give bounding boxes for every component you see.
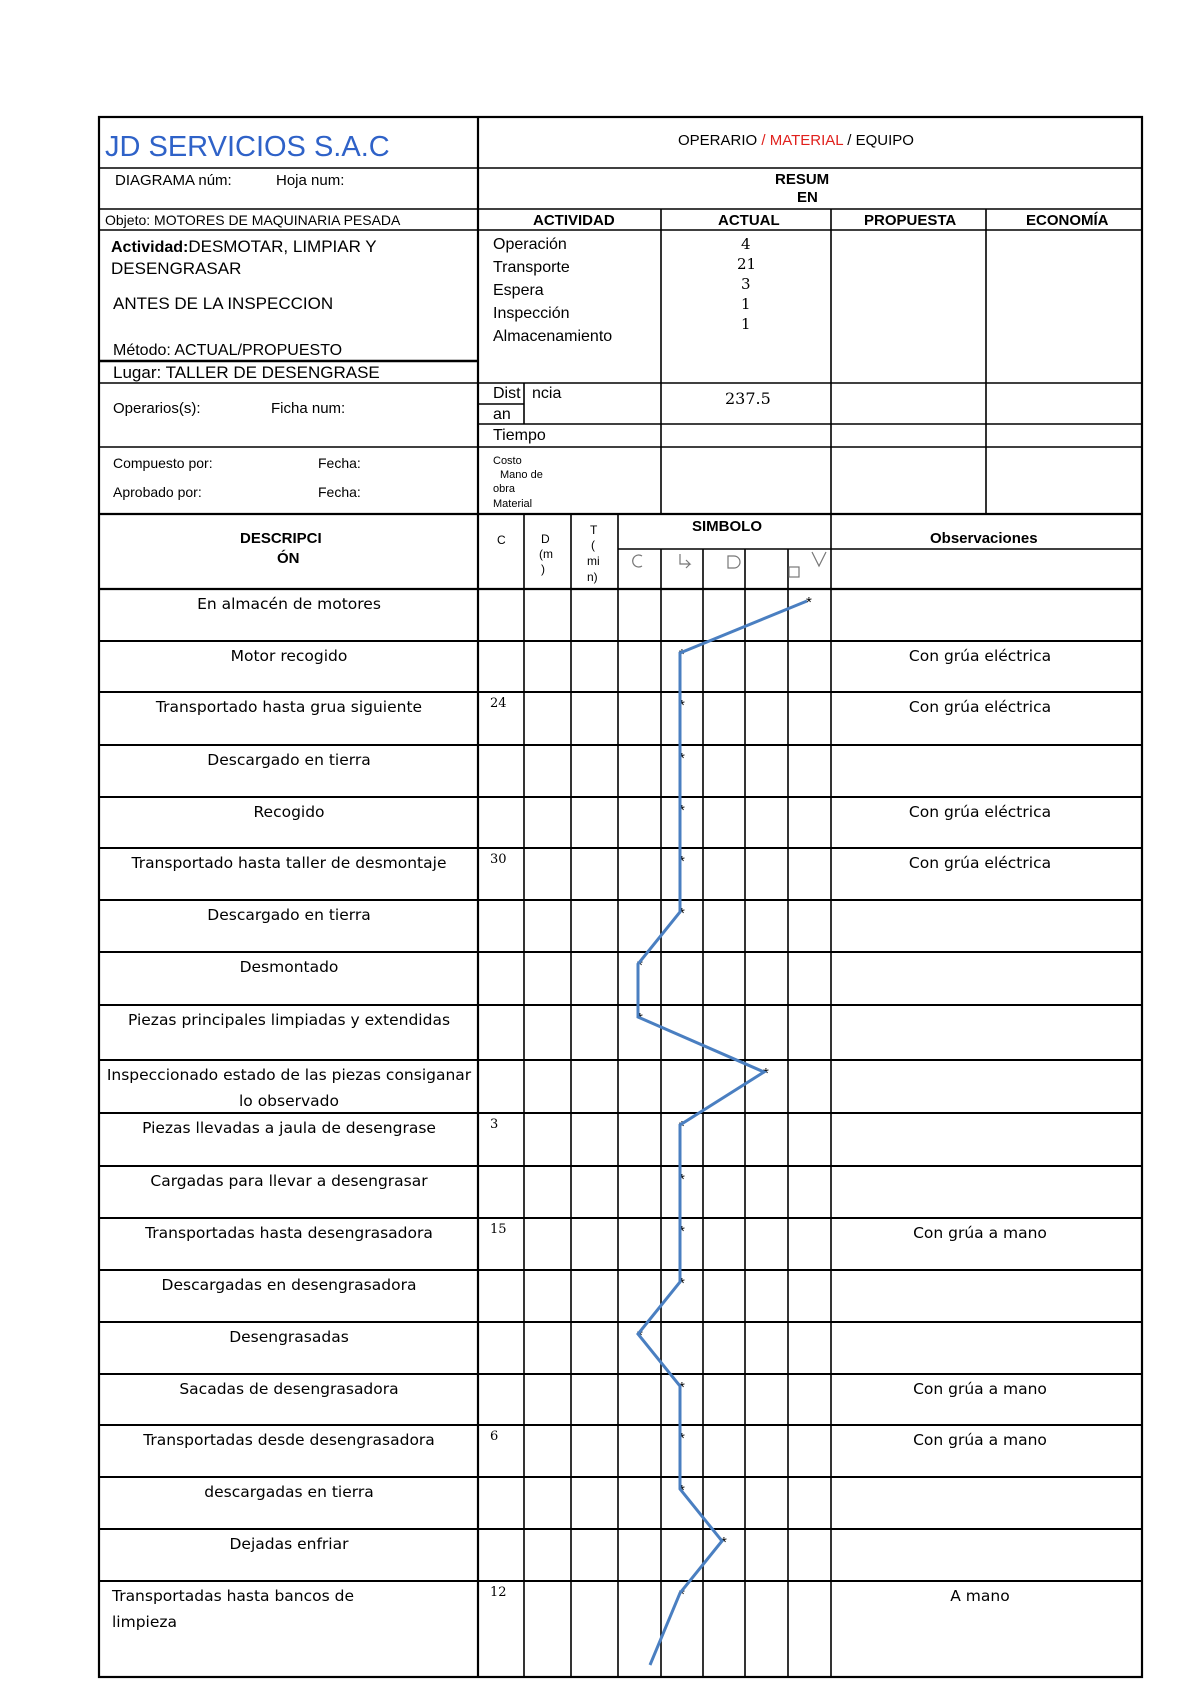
summary-col-actual: ACTUAL: [718, 212, 780, 229]
symbol-marker: *: [806, 594, 812, 611]
symbol-marker: *: [679, 750, 685, 767]
operarios-label: Operarios(s):: [113, 400, 201, 417]
mano-de-label: Mano de: [500, 469, 543, 481]
fecha-1: Fecha:: [318, 455, 361, 471]
symbol-marker: *: [679, 1275, 685, 1292]
antes-inspeccion: ANTES DE LA INSPECCION: [113, 294, 334, 313]
d-header-2: (m: [539, 547, 553, 561]
activity-actual: 1: [741, 295, 751, 313]
simbolo-header: SIMBOLO: [692, 518, 762, 535]
diagrama-label: DIAGRAMA núm:: [115, 172, 232, 189]
d-header-1: D: [541, 532, 550, 546]
row-distance: 3: [490, 1117, 499, 1132]
summary-col-propuesta: PROPUESTA: [864, 212, 957, 229]
row-description: Piezas llevadas a jaula de desengrase: [142, 1119, 436, 1137]
symbol-marker: *: [679, 1118, 685, 1135]
inspection-square-icon: [789, 567, 799, 577]
symbol-marker: *: [679, 802, 685, 819]
resumen-line2: EN: [797, 189, 818, 206]
row-description: En almacén de motores: [197, 595, 381, 613]
t-header-3: mi: [587, 554, 600, 568]
descripcion-header-2: ÓN: [277, 550, 300, 567]
actividad-label: Actividad:: [111, 239, 189, 256]
row-description: Transportadas hasta bancos de limpieza: [112, 1587, 355, 1631]
transport-arrow-icon: [680, 554, 690, 568]
ficha-label: Ficha num:: [271, 400, 346, 417]
row-description: descargadas en tierra: [204, 1483, 374, 1501]
symbol-marker: *: [679, 646, 685, 663]
row-description: Motor recogido: [230, 647, 348, 665]
distancia-part2: ncia: [532, 385, 562, 402]
row-distance: 24: [490, 696, 507, 711]
operario-label: OPERARIO: [678, 132, 758, 149]
observaciones-header: Observaciones: [930, 530, 1038, 547]
symbol-marker: *: [679, 697, 685, 714]
summary-col-economia: ECONOMÍA: [1026, 212, 1109, 229]
summary-col-actividad: ACTIVIDAD: [533, 212, 615, 229]
descripcion-header-1: DESCRIPCI: [240, 530, 322, 547]
row-distance: 30: [490, 852, 507, 867]
t-header-4: n): [587, 570, 598, 584]
hoja-label: Hoja num:: [276, 172, 345, 189]
operario-material-equipo: [678, 132, 914, 149]
activity-actual: 1: [741, 315, 751, 333]
slash-2: /: [843, 132, 856, 149]
fecha-2: Fecha:: [318, 484, 361, 500]
row-description: Transportado hasta grua siguiente: [155, 698, 423, 716]
row-observation: Con grúa a mano: [913, 1380, 1047, 1398]
c-header: C: [497, 533, 506, 547]
slash-1: /: [757, 132, 770, 149]
row-observation: Con grúa a mano: [913, 1224, 1047, 1242]
symbol-marker: *: [637, 957, 643, 974]
symbol-marker: *: [721, 1534, 727, 1551]
compuesto-label: Compuesto por:: [113, 455, 213, 471]
symbol-marker: *: [679, 1171, 685, 1188]
symbol-marker: *: [679, 905, 685, 922]
activity-label: Espera: [493, 282, 544, 299]
row-observation: Con grúa eléctrica: [908, 854, 1052, 872]
activity-actual: 4: [741, 235, 751, 253]
row-description: Dejadas enfriar: [229, 1535, 349, 1553]
row-description: Descargado en tierra: [207, 751, 371, 769]
row-distance: 6: [490, 1429, 499, 1444]
objeto-value: MOTORES DE MAQUINARIA PESADA: [154, 212, 401, 228]
row-description: Transportadas desde desengrasadora: [143, 1431, 435, 1449]
row-description: Cargadas para llevar a desengrasar: [150, 1172, 428, 1190]
distancia-part3: an: [493, 406, 511, 423]
row-observation: Con grúa eléctrica: [908, 647, 1052, 665]
row-description: Desengrasadas: [229, 1328, 349, 1346]
operation-circle-icon: [633, 555, 642, 567]
distancia-value: 237.5: [725, 389, 771, 408]
objeto-label: Objeto:: [105, 212, 151, 228]
symbol-marker: *: [763, 1065, 769, 1082]
activity-label: Almacenamiento: [493, 328, 613, 345]
costo-label: Costo: [493, 455, 522, 467]
activity-label: Inspección: [493, 305, 570, 322]
material-label: MATERIAL: [769, 132, 844, 149]
row-description: Inspeccionado estado de las piezas consiganar lo observado: [106, 1066, 472, 1110]
storage-triangle-icon: [812, 552, 826, 566]
row-description: Descargado en tierra: [207, 906, 371, 924]
objeto-row: [105, 212, 400, 229]
activity-label: Operación: [493, 236, 567, 253]
actividad-value: DESMOTAR, LIMPIAR Y: [188, 237, 377, 256]
row-description: Sacadas de desengrasadora: [179, 1380, 399, 1398]
equipo-label: EQUIPO: [855, 132, 914, 149]
material-cost-label: Material: [493, 498, 533, 510]
activity-label: Transporte: [493, 259, 570, 276]
actividad-line1: [111, 237, 377, 258]
tiempo-label: Tiempo: [493, 427, 546, 444]
activity-actual: 21: [737, 255, 757, 273]
row-description: Transportadas hasta desengrasadora: [145, 1224, 433, 1242]
lugar: Lugar: TALLER DE DESENGRASE: [113, 363, 380, 382]
symbol-marker: *: [679, 853, 685, 870]
symbol-marker: *: [637, 1327, 643, 1344]
row-distance: 15: [490, 1222, 507, 1237]
row-observation: Con grúa eléctrica: [908, 803, 1052, 821]
row-description: Desmontado: [239, 958, 339, 976]
symbol-marker: *: [679, 1223, 685, 1240]
obra-label: obra: [493, 483, 516, 495]
activity-actual: 3: [741, 275, 751, 293]
row-observation: A mano: [950, 1587, 1010, 1605]
row-description: Recogido: [253, 803, 325, 821]
symbol-marker: *: [679, 1586, 685, 1603]
aprobado-label: Aprobado por:: [113, 484, 202, 500]
symbol-marker: *: [679, 1379, 685, 1396]
symbol-marker: *: [637, 1010, 643, 1027]
distancia-part1: Dist: [493, 385, 521, 402]
row-description: Piezas principales limpiadas y extendidas: [127, 1011, 451, 1029]
row-observation: Con grúa eléctrica: [908, 698, 1052, 716]
d-header-3: ): [541, 562, 545, 576]
t-header-2: (: [591, 538, 595, 552]
actividad-line2: DESENGRASAR: [111, 259, 242, 278]
t-header-1: T: [590, 523, 598, 537]
symbol-marker: *: [679, 1430, 685, 1447]
resumen-line1: RESUM: [775, 171, 830, 188]
row-distance: 12: [490, 1585, 507, 1600]
row-description: Transportado hasta taller de desmontaje: [131, 854, 447, 872]
row-observation: Con grúa a mano: [913, 1431, 1047, 1449]
company-name: JD SERVICIOS S.A.C: [105, 131, 390, 163]
symbol-marker: *: [679, 1482, 685, 1499]
wait-d-icon: [728, 556, 740, 568]
row-description: Descargadas en desengrasadora: [161, 1276, 417, 1294]
metodo: Método: ACTUAL/PROPUESTO: [113, 342, 343, 359]
